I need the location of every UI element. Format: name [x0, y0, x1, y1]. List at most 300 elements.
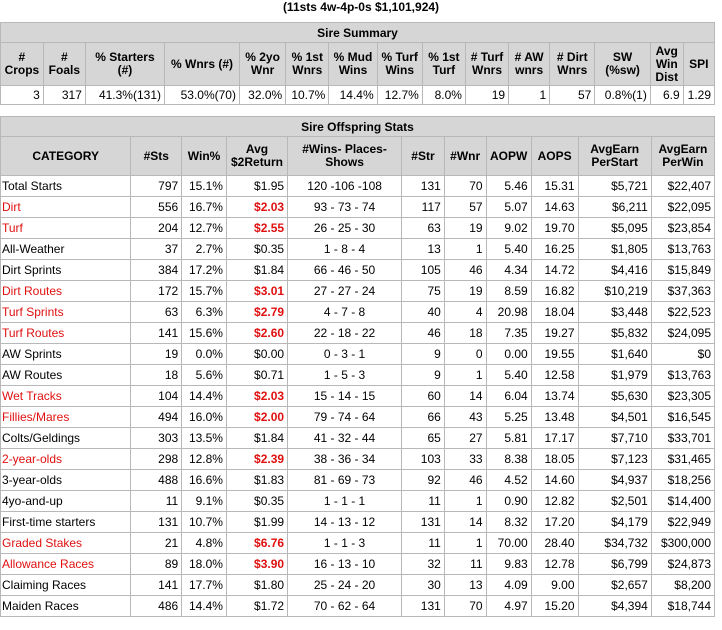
cell-win: 17.7% [182, 575, 227, 596]
table-row [1, 575, 715, 596]
cell-eps: $7,123 [578, 449, 651, 470]
cell-aopw: 5.40 [486, 365, 531, 386]
cell-win: 2.7% [182, 239, 227, 260]
cell-aopw: 4.09 [486, 575, 531, 596]
cell-str: 65 [402, 428, 445, 449]
cell-wnr: 1 [444, 239, 486, 260]
cell-wnr: 1 [444, 365, 486, 386]
cell-str: 46 [402, 323, 445, 344]
cell-epw: $37,363 [651, 281, 714, 302]
cell-wnr: 18 [444, 323, 486, 344]
cell-win: 9.1% [182, 491, 227, 512]
cell-ret: $1.72 [226, 596, 287, 617]
cell-eps: $4,394 [578, 596, 651, 617]
cell-epw: $31,465 [651, 449, 714, 470]
cell-wnr: 70 [444, 176, 486, 197]
cell-sts: 18 [131, 365, 182, 386]
cell-aops: 14.60 [531, 470, 578, 491]
cell-epw: $22,407 [651, 176, 714, 197]
cell-cat: Maiden Races [1, 596, 131, 617]
cell-ret: $1.84 [226, 428, 287, 449]
cell-aopw: 70.00 [486, 533, 531, 554]
cell-aops: 18.05 [531, 449, 578, 470]
sire-offspring-title: Sire Offspring Stats [1, 117, 715, 137]
cell-aopw: 6.04 [486, 386, 531, 407]
cell-str: 11 [402, 491, 445, 512]
cell-epw: $14,400 [651, 491, 714, 512]
summary-value: 1 [509, 86, 550, 105]
cell-cat: 4yo-and-up [1, 491, 131, 512]
cell-eps: $34,732 [578, 533, 651, 554]
cell-epw: $18,256 [651, 470, 714, 491]
cell-epw: $13,763 [651, 239, 714, 260]
table-row [1, 239, 715, 260]
cell-eps: $2,501 [578, 491, 651, 512]
table-row [1, 365, 715, 386]
cell-sts: 556 [131, 197, 182, 218]
summary-col-header: # Dirt Wnrs [550, 43, 595, 86]
cell-str: 131 [402, 512, 445, 533]
cell-aops: 15.31 [531, 176, 578, 197]
cell-epw: $13,763 [651, 365, 714, 386]
cell-ret: $0.71 [226, 365, 287, 386]
cell-eps: $1,979 [578, 365, 651, 386]
cell-aopw: 4.34 [486, 260, 531, 281]
cell-wps: 1 - 5 - 3 [288, 365, 402, 386]
cell-wps: 4 - 7 - 8 [288, 302, 402, 323]
cell-win: 10.7% [182, 512, 227, 533]
cell-wps: 79 - 74 - 64 [288, 407, 402, 428]
cell-epw: $23,854 [651, 218, 714, 239]
cell-sts: 141 [131, 323, 182, 344]
cell-ret: $2.00 [226, 407, 287, 428]
cell-sts: 37 [131, 239, 182, 260]
cell-wnr: 1 [444, 533, 486, 554]
summary-col-header: % 2yo Wnr [239, 43, 285, 86]
cell-eps: $5,832 [578, 323, 651, 344]
summary-value: 57 [550, 86, 595, 105]
table-row [1, 218, 715, 239]
cell-wps: 26 - 25 - 30 [288, 218, 402, 239]
summary-value: 317 [43, 86, 85, 105]
cell-wnr: 43 [444, 407, 486, 428]
summary-col-header: % Mud Wins [329, 43, 377, 86]
cell-win: 13.5% [182, 428, 227, 449]
cell-wnr: 46 [444, 470, 486, 491]
cell-aops: 13.48 [531, 407, 578, 428]
cell-ret: $0.35 [226, 491, 287, 512]
cell-wnr: 1 [444, 491, 486, 512]
cell-aopw: 8.38 [486, 449, 531, 470]
cell-aopw: 9.02 [486, 218, 531, 239]
cell-wps: 38 - 36 - 34 [288, 449, 402, 470]
summary-col-header: # Foals [43, 43, 85, 86]
cell-sts: 11 [131, 491, 182, 512]
summary-col-header: % Wnrs (#) [165, 43, 240, 86]
cell-win: 14.4% [182, 386, 227, 407]
cell-ret: $1.95 [226, 176, 287, 197]
summary-col-header: % Turf Wins [377, 43, 422, 86]
cell-eps: $5,630 [578, 386, 651, 407]
cell-cat: Total Starts [1, 176, 131, 197]
cell-str: 9 [402, 344, 445, 365]
summary-value: 32.0% [239, 86, 285, 105]
cell-ret: $1.84 [226, 260, 287, 281]
cell-epw: $0 [651, 344, 714, 365]
cell-aopw: 0.90 [486, 491, 531, 512]
cell-cat: Wet Tracks [1, 386, 131, 407]
table-row [1, 302, 715, 323]
cell-cat: Dirt [1, 197, 131, 218]
cell-aops: 19.27 [531, 323, 578, 344]
sire-summary-table [0, 22, 715, 105]
cell-aopw: 4.97 [486, 596, 531, 617]
cell-wnr: 27 [444, 428, 486, 449]
cell-win: 4.8% [182, 533, 227, 554]
cell-sts: 303 [131, 428, 182, 449]
cell-wps: 1 - 1 - 3 [288, 533, 402, 554]
cell-wps: 1 - 1 - 1 [288, 491, 402, 512]
cell-wnr: 19 [444, 218, 486, 239]
cell-eps: $6,211 [578, 197, 651, 218]
cell-epw: $33,701 [651, 428, 714, 449]
cell-cat: Turf Sprints [1, 302, 131, 323]
cell-str: 117 [402, 197, 445, 218]
cell-eps: $4,416 [578, 260, 651, 281]
cell-wnr: 46 [444, 260, 486, 281]
cell-eps: $4,937 [578, 470, 651, 491]
offspring-col-header: #Str [402, 137, 445, 176]
cell-sts: 21 [131, 533, 182, 554]
cell-aops: 14.63 [531, 197, 578, 218]
cell-wnr: 33 [444, 449, 486, 470]
cell-sts: 131 [131, 512, 182, 533]
cell-cat: Turf [1, 218, 131, 239]
table-row [1, 491, 715, 512]
cell-wps: 93 - 73 - 74 [288, 197, 402, 218]
cell-cat: 3-year-olds [1, 470, 131, 491]
offspring-col-header: AvgEarn PerStart [578, 137, 651, 176]
cell-eps: $5,095 [578, 218, 651, 239]
cell-wps: 15 - 14 - 15 [288, 386, 402, 407]
table-row [1, 386, 715, 407]
cell-aops: 13.74 [531, 386, 578, 407]
summary-value: 8.0% [422, 86, 465, 105]
cell-sts: 89 [131, 554, 182, 575]
cell-aopw: 5.07 [486, 197, 531, 218]
cell-ret: $1.83 [226, 470, 287, 491]
cell-ret: $2.79 [226, 302, 287, 323]
summary-value: 19 [465, 86, 508, 105]
offspring-rows [1, 176, 715, 617]
cell-wnr: 4 [444, 302, 486, 323]
cell-win: 12.8% [182, 449, 227, 470]
cell-aopw: 8.59 [486, 281, 531, 302]
cell-aops: 17.20 [531, 512, 578, 533]
cell-wnr: 57 [444, 197, 486, 218]
cell-eps: $1,640 [578, 344, 651, 365]
summary-col-header: SPI [683, 43, 714, 86]
cell-aops: 19.70 [531, 218, 578, 239]
cell-str: 11 [402, 533, 445, 554]
cell-aopw: 5.25 [486, 407, 531, 428]
sire-summary-title: Sire Summary [1, 23, 715, 43]
offspring-col-header: AvgEarn PerWin [651, 137, 714, 176]
table-row [1, 533, 715, 554]
summary-value: 10.7% [286, 86, 329, 105]
offspring-col-header: AOPW [486, 137, 531, 176]
table-row [1, 323, 715, 344]
cell-epw: $22,949 [651, 512, 714, 533]
cell-wps: 120 -106 -108 [288, 176, 402, 197]
offspring-col-header: #Sts [131, 137, 182, 176]
cell-aopw: 4.52 [486, 470, 531, 491]
summary-col-header: # AW wnrs [509, 43, 550, 86]
summary-col-header: # Turf Wnrs [465, 43, 508, 86]
cell-sts: 797 [131, 176, 182, 197]
table-row [1, 281, 715, 302]
cell-str: 32 [402, 554, 445, 575]
summary-col-header: SW (%sw) [595, 43, 650, 86]
summary-value: 6.9 [650, 86, 683, 105]
cell-str: 105 [402, 260, 445, 281]
cell-wps: 27 - 27 - 24 [288, 281, 402, 302]
cell-eps: $4,501 [578, 407, 651, 428]
cell-ret: $1.99 [226, 512, 287, 533]
cell-aops: 18.04 [531, 302, 578, 323]
table-row [1, 470, 715, 491]
offspring-col-header: Win% [182, 137, 227, 176]
cell-cat: AW Routes [1, 365, 131, 386]
cell-epw: $8,200 [651, 575, 714, 596]
cell-wps: 25 - 24 - 20 [288, 575, 402, 596]
cell-wps: 66 - 46 - 50 [288, 260, 402, 281]
cell-epw: $300,000 [651, 533, 714, 554]
cell-aops: 28.40 [531, 533, 578, 554]
cell-win: 12.7% [182, 218, 227, 239]
cell-win: 16.6% [182, 470, 227, 491]
cell-wps: 0 - 3 - 1 [288, 344, 402, 365]
cell-aopw: 5.81 [486, 428, 531, 449]
table-row [1, 197, 715, 218]
cell-ret: $3.01 [226, 281, 287, 302]
summary-header-row [1, 43, 715, 86]
cell-ret: $2.03 [226, 197, 287, 218]
cell-cat: Graded Stakes [1, 533, 131, 554]
cell-cat: Claiming Races [1, 575, 131, 596]
cell-eps: $5,721 [578, 176, 651, 197]
cell-aopw: 20.98 [486, 302, 531, 323]
cell-ret: $2.39 [226, 449, 287, 470]
summary-value: 3 [1, 86, 44, 105]
cell-sts: 141 [131, 575, 182, 596]
table-row [1, 428, 715, 449]
summary-value: 53.0%(70) [165, 86, 240, 105]
cell-str: 92 [402, 470, 445, 491]
cell-wps: 41 - 32 - 44 [288, 428, 402, 449]
cell-sts: 104 [131, 386, 182, 407]
cell-aops: 15.20 [531, 596, 578, 617]
cell-win: 17.2% [182, 260, 227, 281]
cell-aops: 12.78 [531, 554, 578, 575]
offspring-col-header: Avg $2Return [226, 137, 287, 176]
table-row [1, 596, 715, 617]
cell-str: 30 [402, 575, 445, 596]
cell-aops: 12.58 [531, 365, 578, 386]
cell-cat: All-Weather [1, 239, 131, 260]
cell-str: 66 [402, 407, 445, 428]
cell-cat: Dirt Routes [1, 281, 131, 302]
cell-sts: 486 [131, 596, 182, 617]
cell-aops: 16.82 [531, 281, 578, 302]
cell-aopw: 5.46 [486, 176, 531, 197]
cell-eps: $6,799 [578, 554, 651, 575]
cell-sts: 172 [131, 281, 182, 302]
cell-wnr: 11 [444, 554, 486, 575]
cell-wps: 14 - 13 - 12 [288, 512, 402, 533]
cell-aopw: 9.83 [486, 554, 531, 575]
cell-wnr: 13 [444, 575, 486, 596]
summary-col-header: % 1st Wnrs [286, 43, 329, 86]
cell-cat: Dirt Sprints [1, 260, 131, 281]
cell-eps: $10,219 [578, 281, 651, 302]
offspring-col-header: AOPS [531, 137, 578, 176]
table-row [1, 176, 715, 197]
cell-eps: $4,179 [578, 512, 651, 533]
cell-cat: Turf Routes [1, 323, 131, 344]
cell-win: 15.6% [182, 323, 227, 344]
cell-win: 5.6% [182, 365, 227, 386]
cell-sts: 488 [131, 470, 182, 491]
cell-win: 0.0% [182, 344, 227, 365]
cell-str: 75 [402, 281, 445, 302]
table-row [1, 260, 715, 281]
table-row [1, 407, 715, 428]
cell-wnr: 14 [444, 512, 486, 533]
cell-win: 14.4% [182, 596, 227, 617]
summary-col-header: % Starters (#) [85, 43, 164, 86]
cell-str: 131 [402, 176, 445, 197]
summary-values-row [1, 86, 715, 105]
offspring-col-header: CATEGORY [1, 137, 131, 176]
cell-win: 15.1% [182, 176, 227, 197]
cell-cat: Allowance Races [1, 554, 131, 575]
summary-col-header: % 1st Turf [422, 43, 465, 86]
cell-eps: $1,805 [578, 239, 651, 260]
cell-cat: Colts/Geldings [1, 428, 131, 449]
offspring-col-header: #Wins- Places- Shows [288, 137, 402, 176]
summary-col-header: Avg Win Dist [650, 43, 683, 86]
cell-cat: Fillies/Mares [1, 407, 131, 428]
cell-epw: $24,873 [651, 554, 714, 575]
cell-cat: First-time starters [1, 512, 131, 533]
cell-win: 15.7% [182, 281, 227, 302]
cell-ret: $3.90 [226, 554, 287, 575]
cell-wps: 22 - 18 - 22 [288, 323, 402, 344]
cell-ret: $6.76 [226, 533, 287, 554]
cell-ret: $0.35 [226, 239, 287, 260]
cell-win: 18.0% [182, 554, 227, 575]
cell-win: 16.0% [182, 407, 227, 428]
summary-value: 0.8%(1) [595, 86, 650, 105]
cell-aopw: 7.35 [486, 323, 531, 344]
cell-aops: 19.55 [531, 344, 578, 365]
cell-wnr: 70 [444, 596, 486, 617]
cell-eps: $3,448 [578, 302, 651, 323]
cell-sts: 204 [131, 218, 182, 239]
summary-col-header: # Crops [1, 43, 44, 86]
cell-aops: 12.82 [531, 491, 578, 512]
cell-eps: $7,710 [578, 428, 651, 449]
summary-value: 41.3%(131) [85, 86, 164, 105]
cell-ret: $2.03 [226, 386, 287, 407]
cell-wps: 81 - 69 - 73 [288, 470, 402, 491]
cell-cat: 2-year-olds [1, 449, 131, 470]
sire-offspring-table [0, 116, 715, 617]
table-row [1, 344, 715, 365]
cell-ret: $1.80 [226, 575, 287, 596]
summary-value: 1.29 [683, 86, 714, 105]
cell-wps: 70 - 62 - 64 [288, 596, 402, 617]
cell-str: 131 [402, 596, 445, 617]
cell-str: 9 [402, 365, 445, 386]
summary-value: 14.4% [329, 86, 377, 105]
cell-wps: 1 - 8 - 4 [288, 239, 402, 260]
offspring-header-row [1, 137, 715, 176]
cell-sts: 63 [131, 302, 182, 323]
cell-wnr: 14 [444, 386, 486, 407]
cell-aopw: 5.40 [486, 239, 531, 260]
cell-epw: $24,095 [651, 323, 714, 344]
cell-aopw: 0.00 [486, 344, 531, 365]
cell-ret: $2.60 [226, 323, 287, 344]
cell-cat: AW Sprints [1, 344, 131, 365]
cell-wps: 16 - 13 - 10 [288, 554, 402, 575]
cell-wnr: 0 [444, 344, 486, 365]
cell-aops: 9.00 [531, 575, 578, 596]
table-row [1, 512, 715, 533]
cell-epw: $23,305 [651, 386, 714, 407]
cell-str: 63 [402, 218, 445, 239]
cell-win: 16.7% [182, 197, 227, 218]
cell-sts: 494 [131, 407, 182, 428]
cell-epw: $22,523 [651, 302, 714, 323]
cell-epw: $22,095 [651, 197, 714, 218]
cell-str: 103 [402, 449, 445, 470]
cell-ret: $0.00 [226, 344, 287, 365]
cell-str: 60 [402, 386, 445, 407]
cell-ret: $2.55 [226, 218, 287, 239]
cell-epw: $18,744 [651, 596, 714, 617]
cell-sts: 384 [131, 260, 182, 281]
cell-eps: $2,657 [578, 575, 651, 596]
cell-wnr: 19 [444, 281, 486, 302]
summary-value: 12.7% [377, 86, 422, 105]
cell-win: 6.3% [182, 302, 227, 323]
table-row [1, 554, 715, 575]
cell-epw: $16,545 [651, 407, 714, 428]
offspring-col-header: #Wnr [444, 137, 486, 176]
cell-sts: 19 [131, 344, 182, 365]
cell-aops: 17.17 [531, 428, 578, 449]
cell-sts: 298 [131, 449, 182, 470]
cell-aops: 16.25 [531, 239, 578, 260]
cell-aopw: 8.32 [486, 512, 531, 533]
record-title: (11sts 4w-4p-0s $1,101,924) [282, 0, 440, 14]
cell-epw: $15,849 [651, 260, 714, 281]
table-row [1, 449, 715, 470]
cell-str: 13 [402, 239, 445, 260]
